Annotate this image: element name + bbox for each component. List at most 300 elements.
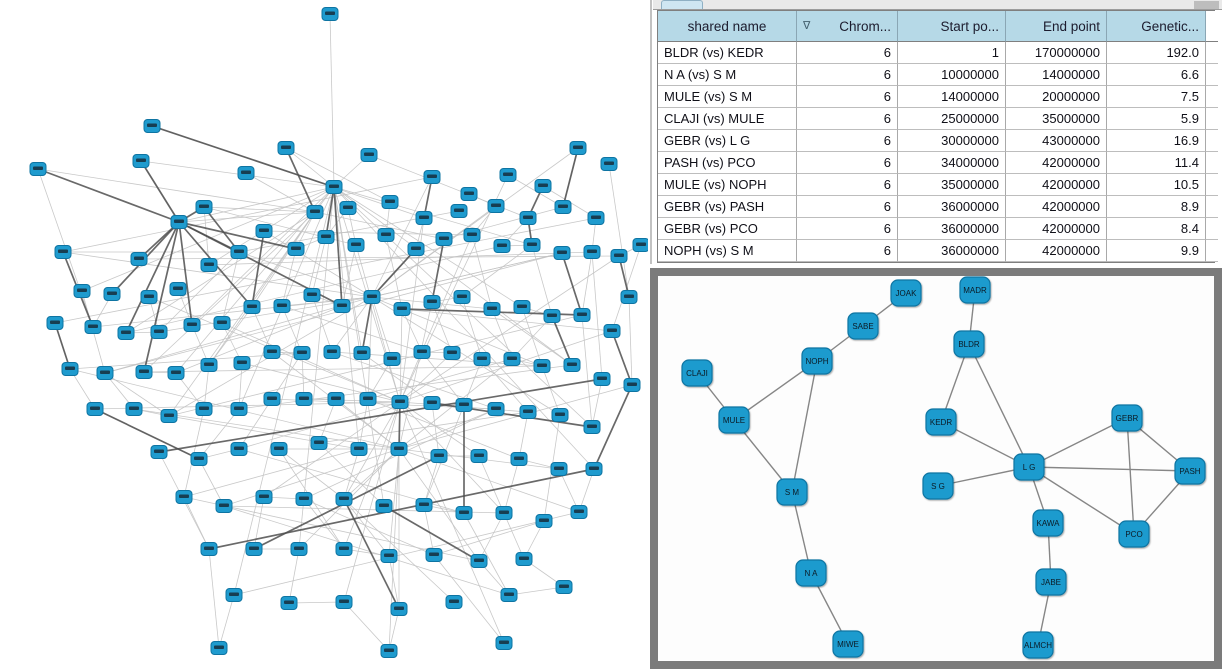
network-node[interactable] — [456, 507, 472, 520]
network-node[interactable] — [554, 247, 570, 260]
node-label-glyph — [491, 407, 501, 411]
network-edge-bold — [141, 161, 179, 222]
network-node[interactable] — [324, 346, 340, 359]
node-label-glyph — [449, 600, 459, 604]
network-node[interactable] — [291, 543, 307, 556]
table-cell[interactable]: 6 — [797, 174, 898, 196]
table-cell[interactable]: 9.9 — [1107, 240, 1206, 262]
table-cell[interactable]: 6 — [797, 64, 898, 86]
network-edge — [969, 344, 1029, 467]
network-node[interactable] — [296, 393, 312, 406]
network-edge — [344, 449, 399, 499]
network-node[interactable] — [294, 347, 310, 360]
network-node[interactable] — [307, 206, 323, 219]
network-node[interactable] — [62, 363, 78, 376]
network-node[interactable] — [231, 403, 247, 416]
network-node[interactable] — [570, 142, 586, 155]
network-node-pash[interactable] — [1175, 458, 1205, 484]
table-cell[interactable]: 6 — [797, 86, 898, 108]
table-cell[interactable]: 34000000 — [898, 152, 1006, 174]
network-node[interactable] — [196, 201, 212, 214]
network-node-sg[interactable] — [923, 473, 953, 499]
node-label-glyph — [339, 497, 349, 501]
node-label-glyph — [417, 350, 427, 354]
column-header-start-point[interactable] — [898, 11, 1006, 42]
filtered-network-canvas[interactable] — [658, 276, 1214, 661]
network-node[interactable] — [201, 259, 217, 272]
network-node[interactable] — [168, 367, 184, 380]
table-cell[interactable]: 42000000 — [1006, 240, 1107, 262]
network-node[interactable] — [471, 555, 487, 568]
table-cell[interactable]: 6 — [797, 196, 898, 218]
network-node[interactable] — [633, 239, 648, 252]
network-node[interactable] — [296, 493, 312, 506]
table-cell[interactable]: 43000000 — [1006, 130, 1107, 152]
network-node[interactable] — [416, 212, 432, 225]
network-node[interactable] — [520, 406, 536, 419]
row-scroll-gutter — [1206, 196, 1218, 218]
network-edge — [792, 361, 817, 492]
table-cell[interactable]: 170000000 — [1006, 42, 1107, 64]
network-node[interactable] — [376, 500, 392, 513]
table-cell[interactable]: 8.4 — [1107, 218, 1206, 240]
table-cell[interactable]: 6.6 — [1107, 64, 1206, 86]
node-label-glyph — [527, 243, 537, 247]
node-label-glyph — [517, 305, 527, 309]
network-node[interactable] — [151, 326, 167, 339]
table-cell[interactable]: 8.9 — [1107, 196, 1206, 218]
node-label-glyph — [310, 210, 320, 214]
network-node[interactable] — [328, 393, 344, 406]
network-node[interactable] — [594, 373, 610, 386]
network-node[interactable] — [171, 216, 187, 229]
network-node[interactable] — [136, 366, 152, 379]
column-header-shared-name[interactable] — [658, 11, 797, 42]
network-node-pco[interactable] — [1119, 521, 1149, 547]
node-label-glyph — [107, 292, 117, 296]
column-header-chromosome[interactable] — [797, 11, 898, 42]
network-edge-bold — [372, 249, 416, 297]
node-label-glyph — [321, 235, 331, 239]
table-cell[interactable]: 1 — [898, 42, 1006, 64]
network-node[interactable] — [311, 437, 327, 450]
network-node[interactable] — [85, 321, 101, 334]
network-node[interactable] — [271, 443, 287, 456]
table-cell[interactable]: 6 — [797, 218, 898, 240]
network-node[interactable] — [424, 296, 440, 309]
column-header-genetic[interactable] — [1107, 11, 1206, 42]
network-node[interactable] — [474, 353, 490, 366]
network-node[interactable] — [414, 346, 430, 359]
network-node-mule[interactable] — [719, 407, 749, 433]
network-node[interactable] — [144, 120, 160, 133]
network-node[interactable] — [456, 399, 472, 412]
network-edge — [400, 402, 504, 513]
network-node[interactable] — [564, 359, 580, 372]
table-cell[interactable]: 36000000 — [898, 240, 1006, 262]
network-node[interactable] — [264, 393, 280, 406]
network-node[interactable] — [231, 443, 247, 456]
network-node[interactable] — [336, 543, 352, 556]
node-label-glyph — [337, 304, 347, 308]
network-node[interactable] — [488, 403, 504, 416]
network-node[interactable] — [496, 637, 512, 650]
network-node[interactable] — [535, 180, 551, 193]
network-node[interactable] — [496, 507, 512, 520]
table-cell[interactable]: 6 — [797, 240, 898, 262]
table-cell[interactable]: 20000000 — [1006, 86, 1107, 108]
network-node[interactable] — [184, 319, 200, 332]
network-node[interactable] — [211, 642, 227, 655]
network-node-madr[interactable] — [960, 277, 990, 303]
column-header-end-point[interactable] — [1006, 11, 1107, 42]
node-label-glyph — [339, 600, 349, 604]
node-label-glyph — [294, 547, 304, 551]
node-label-glyph — [367, 295, 377, 299]
network-node[interactable] — [161, 410, 177, 423]
table-cell[interactable]: 6 — [797, 130, 898, 152]
network-node-almch[interactable] — [1023, 632, 1053, 658]
network-node[interactable] — [586, 463, 602, 476]
network-node[interactable] — [244, 301, 260, 314]
node-label-glyph — [136, 159, 146, 163]
network-edge — [219, 595, 234, 648]
network-node[interactable] — [133, 155, 149, 168]
network-node[interactable] — [494, 240, 510, 253]
network-node[interactable] — [534, 360, 550, 373]
node-label-glyph — [411, 247, 421, 251]
network-node[interactable] — [256, 225, 272, 238]
node-label-glyph — [636, 243, 646, 247]
table-cell[interactable]: 36000000 — [898, 196, 1006, 218]
network-edge — [434, 521, 544, 555]
node-label-glyph — [587, 250, 597, 254]
network-node-sabe[interactable] — [848, 313, 878, 339]
network-node[interactable] — [451, 205, 467, 218]
filter-icon[interactable]: ∇ — [803, 19, 811, 32]
node-label-glyph — [429, 553, 439, 557]
node-label-glyph — [307, 293, 317, 297]
network-node[interactable] — [488, 200, 504, 213]
node-label-glyph — [557, 251, 567, 255]
node-label: ALMCH — [1023, 641, 1053, 650]
table-cell[interactable]: 42000000 — [1006, 174, 1107, 196]
node-label-glyph — [164, 414, 174, 418]
network-node[interactable] — [551, 463, 567, 476]
node-label-glyph — [394, 447, 404, 451]
network-node[interactable] — [360, 393, 376, 406]
network-edge — [289, 549, 299, 603]
network-node[interactable] — [471, 450, 487, 463]
node-label-glyph — [558, 205, 568, 209]
network-node[interactable] — [354, 347, 370, 360]
network-node[interactable] — [141, 291, 157, 304]
network-node[interactable] — [384, 353, 400, 366]
network-node[interactable] — [336, 493, 352, 506]
network-node[interactable] — [584, 421, 600, 434]
network-edge — [312, 295, 332, 352]
table-cell[interactable]: 42000000 — [1006, 218, 1107, 240]
network-edge — [209, 549, 219, 648]
node-label-glyph — [591, 216, 601, 220]
table-row-name-cell[interactable]: GEBR (vs) PASH — [658, 196, 797, 218]
network-node[interactable] — [326, 181, 342, 194]
node-label-glyph — [90, 407, 100, 411]
network-node[interactable] — [392, 396, 408, 409]
node-label-glyph — [434, 454, 444, 458]
network-node[interactable] — [381, 645, 397, 658]
network-node[interactable] — [382, 196, 398, 209]
network-node[interactable] — [524, 239, 540, 252]
node-label-glyph — [457, 295, 467, 299]
table-tab[interactable] — [661, 0, 703, 9]
network-node[interactable] — [256, 491, 272, 504]
table-row-name-cell[interactable]: NOPH (vs) S M — [658, 240, 797, 262]
node-label-glyph — [614, 254, 624, 258]
node-label-glyph — [554, 467, 564, 471]
network-node[interactable] — [552, 409, 568, 422]
table-cell[interactable]: 7.5 — [1107, 86, 1206, 108]
network-node[interactable] — [170, 283, 186, 296]
network-node[interactable] — [97, 367, 113, 380]
network-node[interactable] — [378, 229, 394, 242]
node-label-glyph — [88, 325, 98, 329]
network-node[interactable] — [336, 596, 352, 609]
network-node-lg[interactable] — [1014, 454, 1044, 480]
node-label-glyph — [199, 407, 209, 411]
network-edge — [38, 169, 315, 212]
network-node[interactable] — [151, 446, 167, 459]
node-label: PCO — [1125, 530, 1143, 539]
network-node[interactable] — [351, 443, 367, 456]
network-node[interactable] — [47, 317, 63, 330]
network-node[interactable] — [74, 285, 90, 298]
network-node[interactable] — [621, 291, 637, 304]
network-node-kedr[interactable] — [926, 409, 956, 435]
network-node[interactable] — [461, 188, 477, 201]
node-label-glyph — [573, 146, 583, 150]
network-node[interactable] — [431, 450, 447, 463]
network-node[interactable] — [426, 549, 442, 562]
network-node[interactable] — [611, 250, 627, 263]
network-node[interactable] — [318, 231, 334, 244]
node-label-glyph — [504, 593, 514, 597]
network-node[interactable] — [571, 506, 587, 519]
table-cell[interactable]: 6 — [797, 42, 898, 64]
network-node[interactable] — [201, 359, 217, 372]
node-label-glyph — [249, 547, 259, 551]
network-node-claji[interactable] — [682, 360, 712, 386]
network-node[interactable] — [196, 403, 212, 416]
network-node[interactable] — [444, 347, 460, 360]
node-label-glyph — [514, 457, 524, 461]
network-node[interactable] — [361, 149, 377, 162]
network-node[interactable] — [214, 317, 230, 330]
network-node[interactable] — [126, 403, 142, 416]
node-label-glyph — [234, 250, 244, 254]
network-node[interactable] — [588, 212, 604, 225]
node-label-glyph — [339, 547, 349, 551]
network-node[interactable] — [584, 246, 600, 259]
network-node[interactable] — [394, 303, 410, 316]
node-label-glyph — [204, 363, 214, 367]
network-node[interactable] — [500, 169, 516, 182]
network-node[interactable] — [391, 603, 407, 616]
network-node[interactable] — [274, 300, 290, 313]
network-node[interactable] — [381, 550, 397, 563]
network-node-noph[interactable] — [802, 348, 832, 374]
node-label-glyph — [281, 146, 291, 150]
panel-divider[interactable] — [650, 0, 652, 264]
network-node[interactable] — [624, 379, 640, 392]
network-node[interactable] — [416, 499, 432, 512]
table-row-name-cell[interactable]: MULE (vs) NOPH — [658, 174, 797, 196]
node-label-glyph — [219, 504, 229, 508]
network-edge — [519, 412, 528, 459]
network-node[interactable] — [340, 202, 356, 215]
network-node[interactable] — [574, 309, 590, 322]
table-cell[interactable]: 10.5 — [1107, 174, 1206, 196]
table-row-name-cell[interactable]: CLAJI (vs) MULE — [658, 108, 797, 130]
network-node[interactable] — [322, 8, 338, 21]
table-cell[interactable]: 16.9 — [1107, 130, 1206, 152]
table-cell[interactable]: 42000000 — [1006, 152, 1107, 174]
network-node[interactable] — [238, 167, 254, 180]
network-node[interactable] — [226, 589, 242, 602]
table-cell[interactable]: 30000000 — [898, 130, 1006, 152]
network-node[interactable] — [555, 201, 571, 214]
table-cell[interactable]: 35000000 — [898, 174, 1006, 196]
node-label-glyph — [439, 237, 449, 241]
network-node[interactable] — [231, 246, 247, 259]
network-edge — [400, 256, 619, 402]
node-label-glyph — [354, 447, 364, 451]
node-label-glyph — [419, 216, 429, 220]
network-node[interactable] — [191, 453, 207, 466]
network-node[interactable] — [544, 310, 560, 323]
network-edge-bold — [38, 169, 179, 222]
row-scroll-gutter — [1206, 64, 1218, 86]
table-cell[interactable]: 10000000 — [898, 64, 1006, 86]
node-label-glyph — [387, 357, 397, 361]
network-node[interactable] — [246, 543, 262, 556]
network-node[interactable] — [391, 443, 407, 456]
network-node-jabe[interactable] — [1036, 569, 1066, 595]
node-label: L G — [1022, 463, 1036, 472]
network-node[interactable] — [304, 289, 320, 302]
network-node-bldr[interactable] — [954, 331, 984, 357]
edge-table — [658, 11, 1214, 262]
network-node[interactable] — [176, 491, 192, 504]
node-label-glyph — [395, 400, 405, 404]
network-node[interactable] — [601, 158, 617, 171]
network-node-joak[interactable] — [891, 280, 921, 306]
node-label-glyph — [234, 407, 244, 411]
table-cell[interactable]: 6 — [797, 108, 898, 130]
network-node[interactable] — [131, 253, 147, 266]
table-row-name-cell[interactable]: BLDR (vs) KEDR — [658, 42, 797, 64]
node-label-glyph — [474, 559, 484, 563]
filtered-network-view[interactable] — [658, 276, 1214, 661]
network-node[interactable] — [516, 553, 532, 566]
network-node[interactable] — [504, 353, 520, 366]
network-node-miwe[interactable] — [833, 631, 863, 657]
network-node[interactable] — [464, 229, 480, 242]
network-node[interactable] — [520, 212, 536, 225]
table-cell[interactable]: 35000000 — [1006, 108, 1107, 130]
table-row-name-cell[interactable]: GEBR (vs) L G — [658, 130, 797, 152]
network-node[interactable] — [424, 171, 440, 184]
table-cell[interactable]: 36000000 — [898, 218, 1006, 240]
table-cell[interactable]: 25000000 — [898, 108, 1006, 130]
network-node[interactable] — [87, 403, 103, 416]
network-node[interactable] — [604, 325, 620, 338]
network-node[interactable] — [348, 239, 364, 252]
network-node-sm[interactable] — [777, 479, 807, 505]
node-label-glyph — [589, 467, 599, 471]
table-cell[interactable]: 192.0 — [1107, 42, 1206, 64]
network-node[interactable] — [201, 543, 217, 556]
network-node[interactable] — [30, 163, 46, 176]
network-node[interactable] — [264, 346, 280, 359]
node-label-glyph — [627, 383, 637, 387]
node-label-glyph — [559, 585, 569, 589]
network-node[interactable] — [556, 581, 572, 594]
network-node[interactable] — [446, 596, 462, 609]
network-node[interactable] — [104, 288, 120, 301]
network-node[interactable] — [454, 291, 470, 304]
network-node[interactable] — [334, 300, 350, 313]
table-cell[interactable]: 11.4 — [1107, 152, 1206, 174]
network-node[interactable] — [234, 357, 250, 370]
network-node[interactable] — [364, 291, 380, 304]
table-cell[interactable]: 14000000 — [1006, 64, 1107, 86]
network-node[interactable] — [536, 515, 552, 528]
table-cell[interactable]: 6 — [797, 152, 898, 174]
table-cell[interactable]: 42000000 — [1006, 196, 1107, 218]
header-label: End point — [1042, 18, 1100, 34]
horizontal-scrollbar-thumb[interactable] — [1194, 1, 1219, 9]
node-label-glyph — [174, 220, 184, 224]
network-node-gebr[interactable] — [1112, 405, 1142, 431]
node-label-glyph — [604, 162, 614, 166]
network-node[interactable] — [278, 142, 294, 155]
network-node[interactable] — [424, 397, 440, 410]
network-node[interactable] — [511, 453, 527, 466]
network-node-na[interactable] — [796, 560, 826, 586]
node-label-glyph — [50, 321, 60, 325]
network-node[interactable] — [281, 597, 297, 610]
network-node[interactable] — [55, 246, 71, 259]
table-row-name-cell[interactable]: N A (vs) S M — [658, 64, 797, 86]
network-node-kawa[interactable] — [1033, 510, 1063, 536]
network-node[interactable] — [118, 327, 134, 340]
network-node[interactable] — [436, 233, 452, 246]
table-row-name-cell[interactable]: MULE (vs) S M — [658, 86, 797, 108]
table-cell[interactable]: 14000000 — [898, 86, 1006, 108]
network-node[interactable] — [514, 301, 530, 314]
network-node[interactable] — [216, 500, 232, 513]
network-node[interactable] — [484, 303, 500, 316]
node-label: S M — [784, 488, 800, 497]
table-row-name-cell[interactable]: GEBR (vs) PCO — [658, 218, 797, 240]
network-node[interactable] — [501, 589, 517, 602]
network-edge — [399, 449, 479, 561]
network-node[interactable] — [288, 243, 304, 256]
network-node[interactable] — [408, 243, 424, 256]
table-cell[interactable]: 5.9 — [1107, 108, 1206, 130]
table-row-name-cell[interactable]: PASH (vs) PCO — [658, 152, 797, 174]
